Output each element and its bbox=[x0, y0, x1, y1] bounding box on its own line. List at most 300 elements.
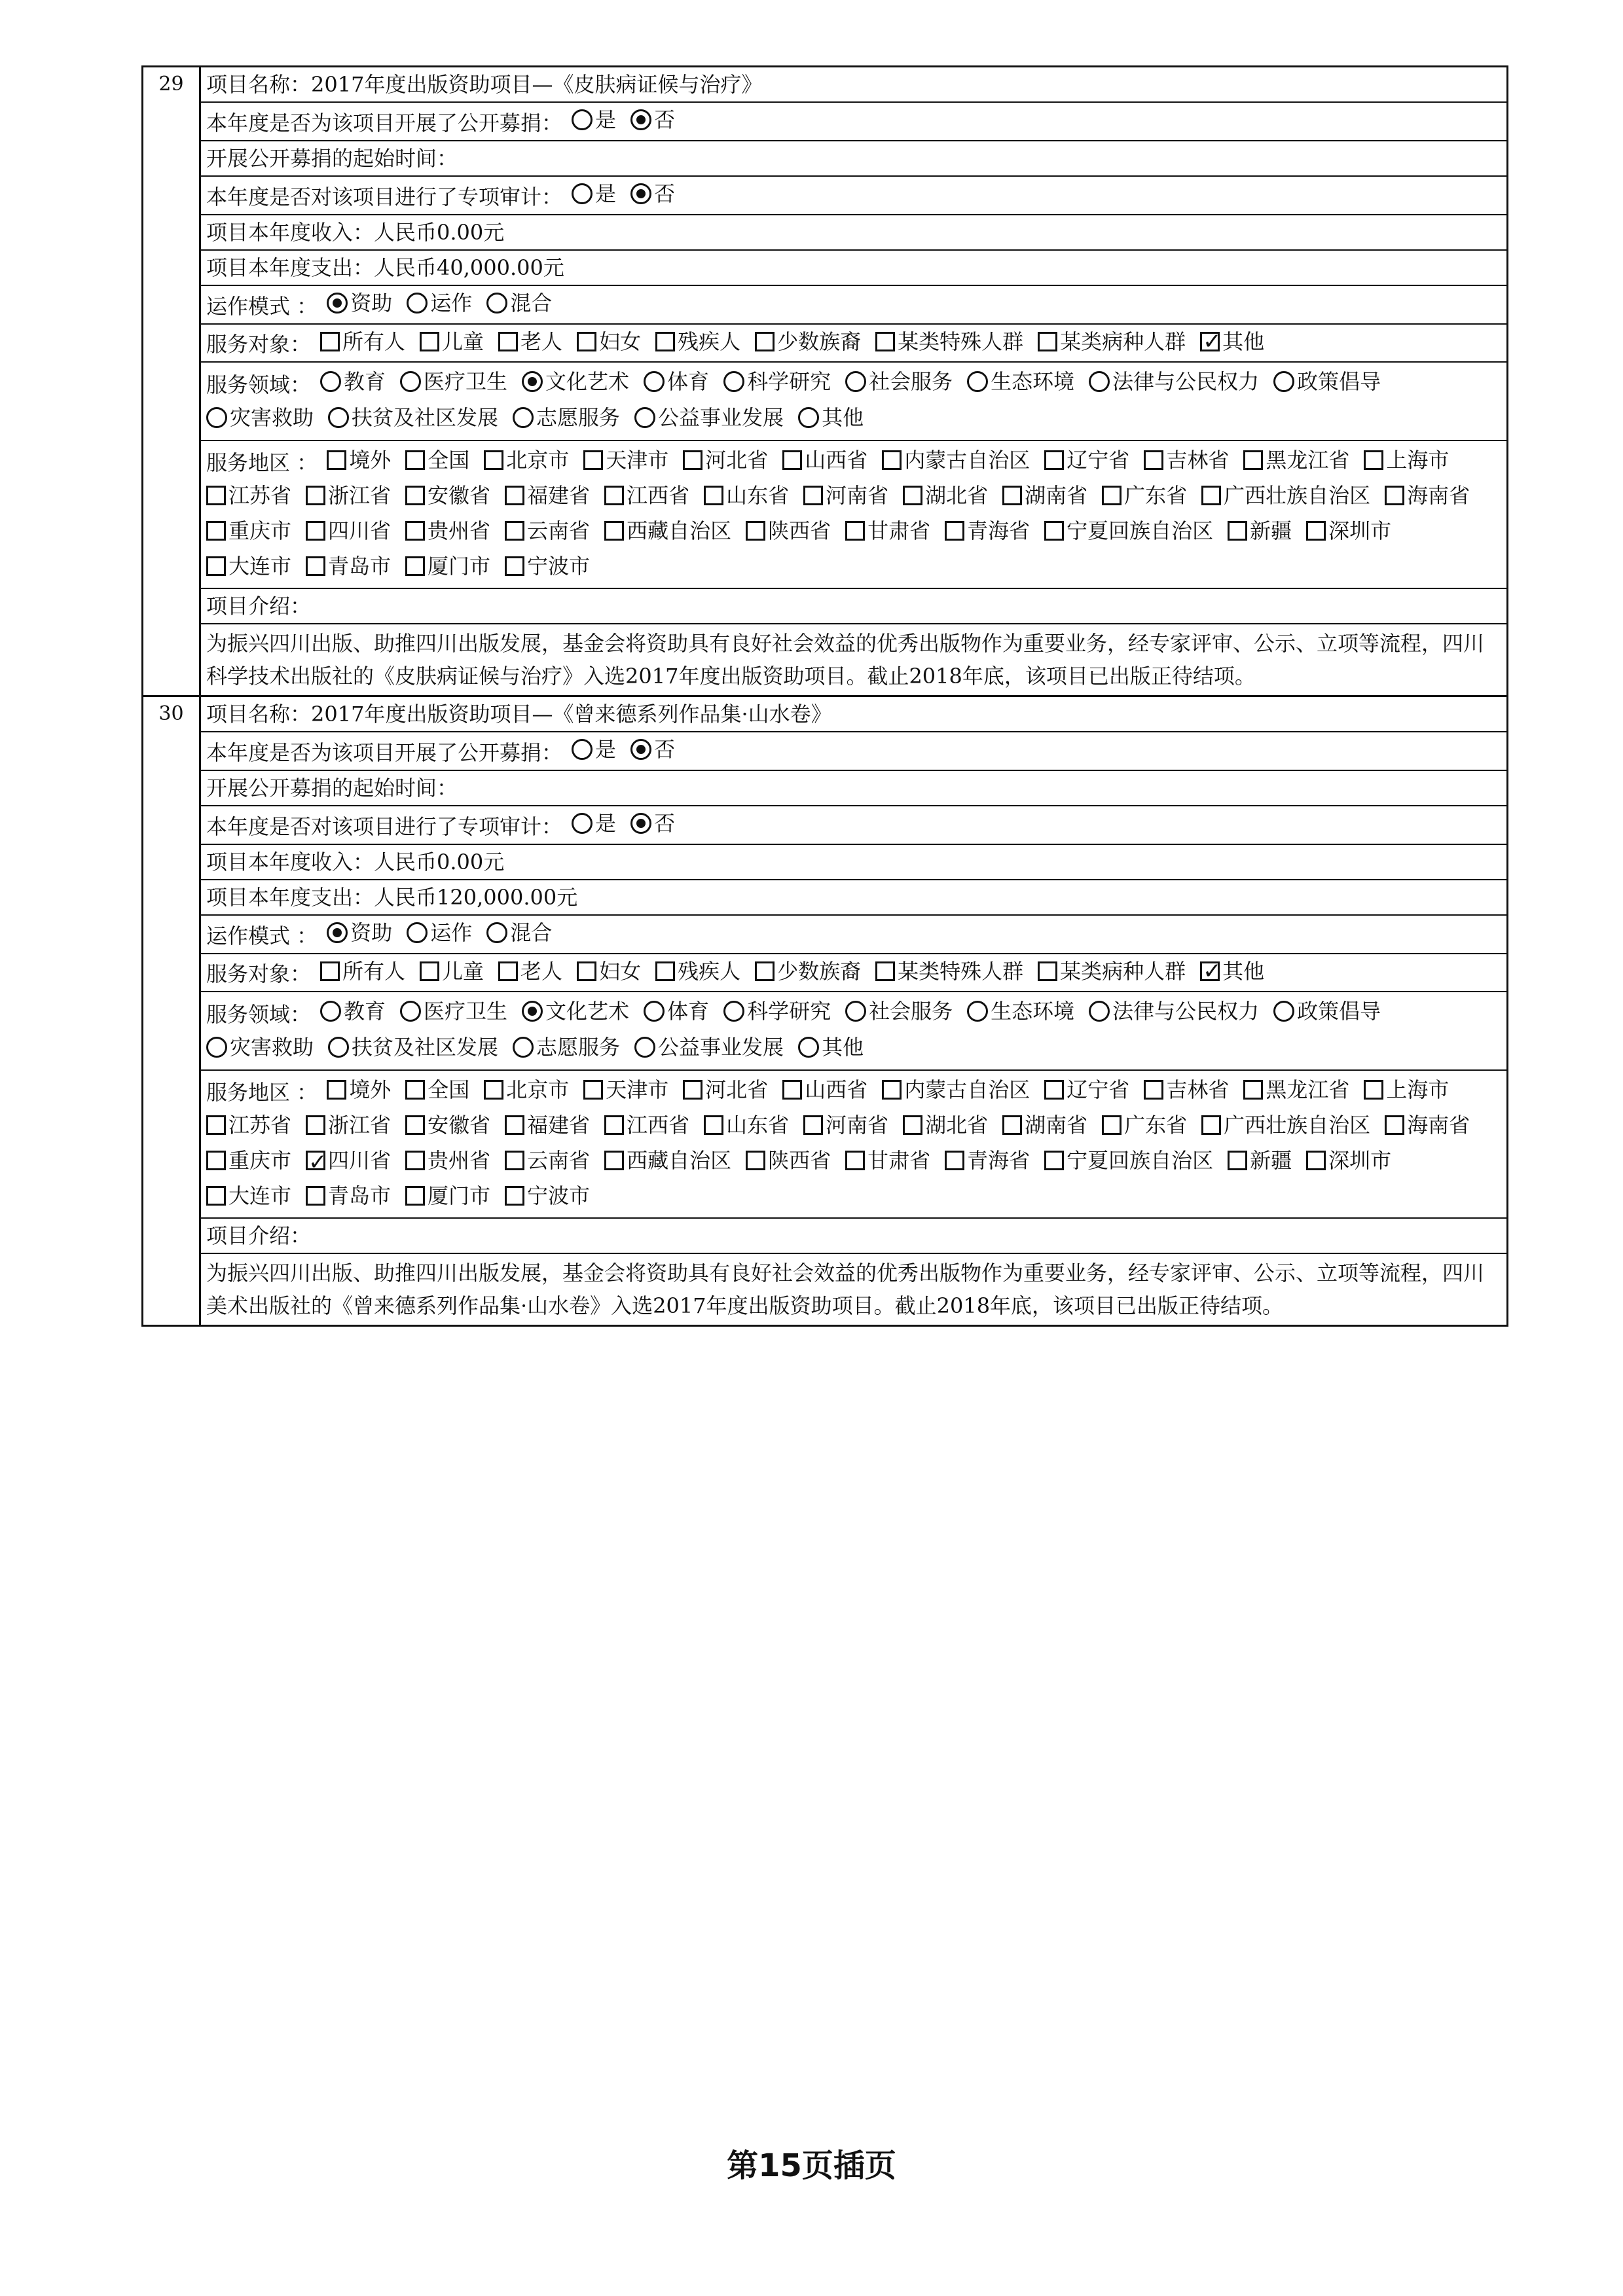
region-option[interactable] bbox=[1002, 1109, 1087, 1141]
region-option[interactable] bbox=[604, 514, 731, 547]
checkbox-icon[interactable] bbox=[1228, 521, 1247, 541]
region-option[interactable] bbox=[604, 1109, 689, 1141]
checkbox-icon[interactable] bbox=[420, 332, 439, 351]
checkbox-icon[interactable] bbox=[604, 1115, 624, 1135]
region-option[interactable] bbox=[1044, 514, 1213, 547]
radio-button-icon[interactable] bbox=[486, 922, 507, 943]
checkbox-icon[interactable] bbox=[583, 450, 603, 470]
mode-option[interactable] bbox=[327, 289, 392, 317]
radio-button-icon[interactable] bbox=[1089, 1001, 1110, 1022]
region-option[interactable] bbox=[1306, 1144, 1391, 1177]
checkbox-icon[interactable] bbox=[505, 556, 524, 576]
region-option[interactable] bbox=[206, 550, 291, 583]
radio-button-icon[interactable] bbox=[644, 1001, 665, 1022]
mode-row bbox=[201, 286, 1506, 325]
region-option[interactable] bbox=[1144, 1073, 1229, 1106]
field-option[interactable] bbox=[400, 995, 507, 1028]
region-option[interactable] bbox=[405, 1179, 490, 1212]
region-option[interactable] bbox=[484, 1073, 569, 1106]
checkbox-icon[interactable] bbox=[484, 450, 503, 470]
field-option[interactable] bbox=[1089, 365, 1259, 398]
checkbox-icon[interactable] bbox=[1144, 1080, 1163, 1100]
target-option[interactable] bbox=[755, 327, 861, 356]
field-option[interactable] bbox=[1273, 995, 1381, 1028]
region-option[interactable] bbox=[845, 1144, 930, 1177]
radio-button-icon[interactable] bbox=[327, 293, 348, 314]
checkbox-icon[interactable] bbox=[306, 1151, 325, 1170]
checkbox-icon[interactable] bbox=[1201, 1115, 1221, 1135]
checkbox-icon[interactable] bbox=[1102, 1115, 1122, 1135]
region-option[interactable] bbox=[782, 444, 867, 476]
radio-button-icon[interactable] bbox=[630, 739, 651, 760]
checkbox-icon[interactable] bbox=[803, 1115, 823, 1135]
target-option[interactable] bbox=[577, 957, 641, 986]
region-option[interactable] bbox=[405, 1109, 490, 1141]
region-option[interactable] bbox=[604, 1144, 731, 1177]
audit-option[interactable] bbox=[630, 809, 675, 838]
checkbox-icon[interactable] bbox=[945, 521, 964, 541]
region-option[interactable] bbox=[1144, 444, 1229, 476]
region-option[interactable] bbox=[306, 479, 391, 512]
checkbox-icon[interactable] bbox=[845, 521, 865, 541]
target-option[interactable] bbox=[420, 957, 484, 986]
target-option[interactable] bbox=[498, 327, 562, 356]
radio-button-icon[interactable] bbox=[634, 1037, 655, 1058]
mode-option[interactable] bbox=[407, 918, 472, 947]
checkbox-icon[interactable] bbox=[306, 1186, 325, 1206]
target-option[interactable] bbox=[498, 957, 562, 986]
region-option[interactable] bbox=[945, 514, 1030, 547]
radio-button-icon[interactable] bbox=[1089, 371, 1110, 392]
field-option[interactable] bbox=[1089, 995, 1259, 1028]
checkbox-icon[interactable] bbox=[206, 1186, 226, 1206]
checkbox-icon[interactable] bbox=[746, 1151, 765, 1170]
target-option-label: 某类特殊人群 bbox=[898, 959, 1024, 984]
checkbox-icon[interactable] bbox=[604, 521, 624, 541]
radio-button-icon[interactable] bbox=[328, 407, 349, 428]
field-option[interactable] bbox=[634, 1031, 784, 1064]
checkbox-icon[interactable] bbox=[405, 1080, 425, 1100]
region-option-label: 安徽省 bbox=[428, 1113, 491, 1138]
checkbox-icon[interactable] bbox=[320, 961, 340, 981]
checkbox-icon[interactable] bbox=[405, 1115, 425, 1135]
region-option[interactable] bbox=[1044, 444, 1129, 476]
radio-button-icon[interactable] bbox=[407, 922, 428, 943]
checkbox-icon[interactable] bbox=[782, 450, 802, 470]
radio-button-icon[interactable] bbox=[400, 1001, 421, 1022]
region-option[interactable] bbox=[306, 550, 391, 583]
field-option[interactable] bbox=[967, 365, 1074, 398]
region-option[interactable] bbox=[845, 514, 930, 547]
region-option[interactable] bbox=[505, 1109, 590, 1141]
field-option[interactable] bbox=[328, 401, 498, 434]
region-option[interactable] bbox=[306, 1144, 391, 1177]
target-option[interactable] bbox=[655, 957, 740, 986]
checkbox-icon[interactable] bbox=[327, 1080, 346, 1100]
checkbox-icon[interactable] bbox=[405, 556, 425, 576]
checkbox-icon[interactable] bbox=[505, 486, 524, 505]
region-option[interactable] bbox=[505, 479, 590, 512]
region-option[interactable] bbox=[206, 1179, 291, 1212]
field-option[interactable] bbox=[634, 401, 784, 434]
target-option[interactable] bbox=[320, 957, 405, 986]
field-option[interactable] bbox=[723, 365, 831, 398]
fundraise-option[interactable] bbox=[630, 105, 675, 134]
radio-button-icon[interactable] bbox=[1273, 1001, 1294, 1022]
region-option[interactable] bbox=[405, 444, 469, 476]
region-option[interactable] bbox=[1228, 1144, 1292, 1177]
region-option-label: 福建省 bbox=[527, 483, 591, 508]
region-option[interactable] bbox=[583, 1073, 668, 1106]
region-option[interactable] bbox=[505, 514, 590, 547]
checkbox-icon[interactable] bbox=[405, 1151, 425, 1170]
field-option[interactable] bbox=[1273, 365, 1381, 398]
region-option[interactable] bbox=[1044, 1144, 1213, 1177]
region-option[interactable] bbox=[1385, 1109, 1470, 1141]
audit-label: 本年度是否对该项目进行了专项审计： bbox=[206, 814, 563, 839]
radio-button-icon[interactable] bbox=[320, 1001, 341, 1022]
checkbox-icon[interactable] bbox=[577, 961, 596, 981]
checkbox-icon[interactable] bbox=[704, 1115, 723, 1135]
checkbox-icon[interactable] bbox=[1201, 486, 1221, 505]
target-option[interactable] bbox=[755, 957, 861, 986]
checkbox-icon[interactable] bbox=[206, 1115, 226, 1135]
region-option-label: 陕西省 bbox=[768, 518, 831, 543]
checkbox-icon[interactable] bbox=[1044, 1080, 1064, 1100]
region-option[interactable] bbox=[1201, 479, 1370, 512]
region-option-label: 贵州省 bbox=[428, 518, 491, 543]
checkbox-icon[interactable] bbox=[405, 450, 425, 470]
region-option-label: 浙江省 bbox=[328, 1113, 392, 1138]
region-option-label: 山东省 bbox=[726, 1113, 790, 1138]
target-option[interactable] bbox=[1038, 957, 1186, 986]
target-option[interactable] bbox=[875, 957, 1023, 986]
checkbox-icon[interactable] bbox=[1044, 450, 1064, 470]
checkbox-icon[interactable] bbox=[306, 556, 325, 576]
radio-button-icon[interactable] bbox=[522, 371, 543, 392]
audit-option[interactable] bbox=[630, 179, 675, 208]
region-option-label: 黑龙江省 bbox=[1266, 448, 1350, 473]
checkbox-icon[interactable] bbox=[882, 1080, 902, 1100]
checkbox-icon[interactable] bbox=[206, 521, 226, 541]
region-option[interactable] bbox=[782, 1073, 867, 1106]
checkbox-icon[interactable] bbox=[1385, 1115, 1404, 1135]
checkbox-icon[interactable] bbox=[903, 1115, 922, 1135]
region-option[interactable] bbox=[306, 514, 391, 547]
field-option[interactable] bbox=[845, 365, 953, 398]
checkbox-icon[interactable] bbox=[505, 1186, 524, 1206]
radio-button-icon[interactable] bbox=[407, 293, 428, 314]
region-option[interactable] bbox=[903, 479, 988, 512]
radio-button-icon[interactable] bbox=[634, 407, 655, 428]
audit-option[interactable] bbox=[572, 179, 616, 208]
checkbox-icon[interactable] bbox=[405, 1186, 425, 1206]
region-option[interactable] bbox=[1102, 1109, 1187, 1141]
radio-button-icon[interactable] bbox=[1273, 371, 1294, 392]
radio-button-icon[interactable] bbox=[572, 109, 593, 130]
checkbox-icon[interactable] bbox=[577, 332, 596, 351]
checkbox-icon[interactable] bbox=[405, 486, 425, 505]
region-option[interactable] bbox=[405, 479, 490, 512]
mode-option[interactable] bbox=[407, 289, 472, 317]
target-option[interactable] bbox=[1200, 957, 1264, 986]
fundraise-option[interactable] bbox=[572, 735, 616, 764]
region-option[interactable] bbox=[505, 1179, 590, 1212]
region-option[interactable] bbox=[306, 1179, 391, 1212]
target-option[interactable] bbox=[320, 327, 405, 356]
region-option-label: 四川省 bbox=[328, 1148, 392, 1173]
region-option[interactable] bbox=[206, 479, 291, 512]
checkbox-icon[interactable] bbox=[1228, 1151, 1247, 1170]
checkbox-icon[interactable] bbox=[405, 521, 425, 541]
target-option[interactable] bbox=[1038, 327, 1186, 356]
radio-button-icon[interactable] bbox=[845, 371, 866, 392]
checkbox-icon[interactable] bbox=[1243, 1080, 1263, 1100]
region-option[interactable] bbox=[903, 1109, 988, 1141]
audit-option[interactable] bbox=[572, 809, 616, 838]
region-option[interactable] bbox=[405, 550, 490, 583]
checkbox-icon[interactable] bbox=[1144, 450, 1163, 470]
field-option[interactable] bbox=[400, 365, 507, 398]
checkbox-icon[interactable] bbox=[875, 961, 895, 981]
checkbox-icon[interactable] bbox=[882, 450, 902, 470]
radio-button-icon[interactable] bbox=[967, 1001, 988, 1022]
region-option[interactable] bbox=[704, 479, 789, 512]
radio-button-icon[interactable] bbox=[630, 183, 651, 204]
target-option[interactable] bbox=[655, 327, 740, 356]
checkbox-icon[interactable] bbox=[1200, 961, 1220, 981]
checkbox-icon[interactable] bbox=[1002, 486, 1022, 505]
radio-button-icon[interactable] bbox=[572, 183, 593, 204]
radio-button-icon[interactable] bbox=[400, 371, 421, 392]
field-option[interactable] bbox=[723, 995, 831, 1028]
checkbox-icon[interactable] bbox=[420, 961, 439, 981]
region-option[interactable] bbox=[945, 1144, 1030, 1177]
checkbox-icon[interactable] bbox=[655, 332, 675, 351]
mode-option[interactable] bbox=[486, 918, 552, 947]
checkbox-icon[interactable] bbox=[683, 1080, 702, 1100]
radio-button-icon[interactable] bbox=[572, 739, 593, 760]
checkbox-icon[interactable] bbox=[1306, 521, 1326, 541]
checkbox-icon[interactable] bbox=[306, 1115, 325, 1135]
radio-button-icon[interactable] bbox=[320, 371, 341, 392]
region-option[interactable] bbox=[327, 1073, 391, 1106]
radio-button-icon[interactable] bbox=[967, 371, 988, 392]
checkbox-icon[interactable] bbox=[484, 1080, 503, 1100]
region-option[interactable] bbox=[206, 1109, 291, 1141]
region-option[interactable] bbox=[683, 444, 768, 476]
field-option[interactable] bbox=[967, 995, 1074, 1028]
region-option-label: 河北省 bbox=[705, 448, 769, 473]
field-option[interactable] bbox=[644, 365, 709, 398]
region-option[interactable] bbox=[1364, 1073, 1449, 1106]
radio-button-icon[interactable] bbox=[723, 1001, 744, 1022]
region-option[interactable] bbox=[704, 1109, 789, 1141]
region-option-label: 广西壮族自治区 bbox=[1224, 1113, 1371, 1138]
radio-button-icon[interactable] bbox=[630, 813, 651, 834]
checkbox-icon[interactable] bbox=[206, 556, 226, 576]
region-option[interactable] bbox=[1002, 479, 1087, 512]
region-option[interactable] bbox=[1364, 444, 1449, 476]
radio-button-icon[interactable] bbox=[206, 1037, 227, 1058]
field-option-label: 社会服务 bbox=[869, 999, 953, 1024]
region-option[interactable] bbox=[405, 1073, 469, 1106]
region-option[interactable] bbox=[882, 1073, 1030, 1106]
mode-option[interactable] bbox=[486, 289, 552, 317]
field-option[interactable] bbox=[513, 1031, 620, 1064]
region-option[interactable] bbox=[405, 1144, 490, 1177]
region-option-label: 新疆 bbox=[1250, 518, 1292, 543]
region-option[interactable] bbox=[604, 479, 689, 512]
field-option[interactable] bbox=[522, 995, 629, 1028]
checkbox-icon[interactable] bbox=[1364, 450, 1383, 470]
region-option[interactable] bbox=[505, 1144, 590, 1177]
field-option[interactable] bbox=[644, 995, 709, 1028]
radio-button-icon[interactable] bbox=[327, 922, 348, 943]
region-option[interactable] bbox=[1102, 479, 1187, 512]
checkbox-icon[interactable] bbox=[683, 450, 702, 470]
region-option-label: 西藏自治区 bbox=[627, 518, 732, 543]
radio-button-icon[interactable] bbox=[644, 371, 665, 392]
checkbox-icon[interactable] bbox=[1306, 1151, 1326, 1170]
field-option[interactable] bbox=[798, 1031, 864, 1064]
checkbox-icon[interactable] bbox=[505, 521, 524, 541]
region-option[interactable] bbox=[1243, 1073, 1349, 1106]
intro-label-row bbox=[201, 1219, 1506, 1254]
checkbox-icon[interactable] bbox=[1002, 1115, 1022, 1135]
region-option[interactable] bbox=[803, 1109, 888, 1141]
region-option[interactable] bbox=[1044, 1073, 1129, 1106]
field-option[interactable] bbox=[513, 401, 620, 434]
checkbox-icon[interactable] bbox=[604, 486, 624, 505]
field-option[interactable] bbox=[798, 401, 864, 434]
checkbox-icon[interactable] bbox=[206, 1151, 226, 1170]
radio-button-icon[interactable] bbox=[206, 407, 227, 428]
region-option-label: 福建省 bbox=[527, 1113, 591, 1138]
region-option[interactable] bbox=[583, 444, 668, 476]
checkbox-icon[interactable] bbox=[1364, 1080, 1383, 1100]
mode-option-label: 混合 bbox=[510, 291, 553, 315]
target-option[interactable] bbox=[577, 327, 641, 356]
radio-button-icon[interactable] bbox=[486, 293, 507, 314]
radio-button-icon[interactable] bbox=[572, 813, 593, 834]
checkbox-icon[interactable] bbox=[782, 1080, 802, 1100]
region-label: 服务地区 ： bbox=[206, 450, 318, 475]
checkbox-icon[interactable] bbox=[746, 521, 765, 541]
region-option[interactable] bbox=[505, 550, 590, 583]
region-option[interactable] bbox=[1385, 479, 1470, 512]
region-option[interactable] bbox=[484, 444, 569, 476]
checkbox-icon[interactable] bbox=[1038, 961, 1057, 981]
checkbox-icon[interactable] bbox=[206, 486, 226, 505]
checkbox-icon[interactable] bbox=[845, 1151, 865, 1170]
radio-button-icon[interactable] bbox=[723, 371, 744, 392]
region-option[interactable] bbox=[746, 1144, 831, 1177]
region-option[interactable] bbox=[327, 444, 391, 476]
target-option[interactable] bbox=[420, 327, 484, 356]
checkbox-icon[interactable] bbox=[704, 486, 723, 505]
radio-button-icon[interactable] bbox=[328, 1037, 349, 1058]
checkbox-icon[interactable] bbox=[875, 332, 895, 351]
expense-text: 项目本年度支出：人民币40,000.00元 bbox=[206, 255, 564, 280]
target-option[interactable] bbox=[1200, 327, 1264, 356]
radio-button-icon[interactable] bbox=[798, 407, 819, 428]
checkbox-icon[interactable] bbox=[505, 1151, 524, 1170]
checkbox-icon[interactable] bbox=[655, 961, 675, 981]
radio-button-icon[interactable] bbox=[522, 1001, 543, 1022]
region-option-label: 西藏自治区 bbox=[627, 1148, 732, 1173]
region-option[interactable] bbox=[1306, 514, 1391, 547]
mode-option[interactable] bbox=[327, 918, 392, 947]
region-option[interactable] bbox=[1228, 514, 1292, 547]
checkbox-icon[interactable] bbox=[1038, 332, 1057, 351]
region-option-label: 湖南省 bbox=[1025, 1113, 1088, 1138]
region-option[interactable] bbox=[882, 444, 1030, 476]
checkbox-icon[interactable] bbox=[755, 332, 775, 351]
fundraise-option-label: 是 bbox=[595, 737, 617, 762]
region-option[interactable] bbox=[405, 514, 490, 547]
radio-button-icon[interactable] bbox=[513, 407, 534, 428]
field-option[interactable] bbox=[320, 995, 386, 1028]
checkbox-icon[interactable] bbox=[1102, 486, 1122, 505]
checkbox-icon[interactable] bbox=[320, 332, 340, 351]
checkbox-icon[interactable] bbox=[498, 332, 518, 351]
region-option[interactable] bbox=[746, 514, 831, 547]
fundraise-option[interactable] bbox=[630, 735, 675, 764]
region-option-label: 天津市 bbox=[606, 448, 669, 473]
checkbox-icon[interactable] bbox=[803, 486, 823, 505]
checkbox-icon[interactable] bbox=[1044, 521, 1064, 541]
checkbox-icon[interactable] bbox=[505, 1115, 524, 1135]
checkbox-icon[interactable] bbox=[306, 486, 325, 505]
checkbox-icon[interactable] bbox=[327, 450, 346, 470]
radio-button-icon[interactable] bbox=[845, 1001, 866, 1022]
target-option[interactable] bbox=[875, 327, 1023, 356]
radio-button-icon[interactable] bbox=[630, 109, 651, 130]
target-option-label: 残疾人 bbox=[678, 959, 741, 984]
region-option[interactable] bbox=[1243, 444, 1349, 476]
region-option[interactable] bbox=[206, 514, 291, 547]
checkbox-icon[interactable] bbox=[1243, 450, 1263, 470]
checkbox-icon[interactable] bbox=[1385, 486, 1404, 505]
checkbox-icon[interactable] bbox=[1044, 1151, 1064, 1170]
radio-button-icon[interactable] bbox=[513, 1037, 534, 1058]
checkbox-icon[interactable] bbox=[306, 521, 325, 541]
checkbox-icon[interactable] bbox=[498, 961, 518, 981]
fundraise-option[interactable] bbox=[572, 105, 616, 134]
intro-text-row bbox=[201, 1254, 1506, 1325]
checkbox-icon[interactable] bbox=[1200, 332, 1220, 351]
region-option-label: 河南省 bbox=[826, 1113, 889, 1138]
region-option[interactable] bbox=[1201, 1109, 1370, 1141]
field-option[interactable] bbox=[320, 365, 386, 398]
field-option[interactable] bbox=[522, 365, 629, 398]
region-option[interactable] bbox=[803, 479, 888, 512]
field-option[interactable] bbox=[206, 401, 314, 434]
field-option[interactable] bbox=[845, 995, 953, 1028]
region-option[interactable] bbox=[683, 1073, 768, 1106]
region-option[interactable] bbox=[306, 1109, 391, 1141]
checkbox-icon[interactable] bbox=[755, 961, 775, 981]
field-option[interactable] bbox=[328, 1031, 498, 1064]
checkbox-icon[interactable] bbox=[583, 1080, 603, 1100]
checkbox-icon[interactable] bbox=[945, 1151, 964, 1170]
checkbox-icon[interactable] bbox=[604, 1151, 624, 1170]
checkbox-icon[interactable] bbox=[903, 486, 922, 505]
region-option[interactable] bbox=[206, 1144, 291, 1177]
field-option[interactable] bbox=[206, 1031, 314, 1064]
radio-button-icon[interactable] bbox=[798, 1037, 819, 1058]
